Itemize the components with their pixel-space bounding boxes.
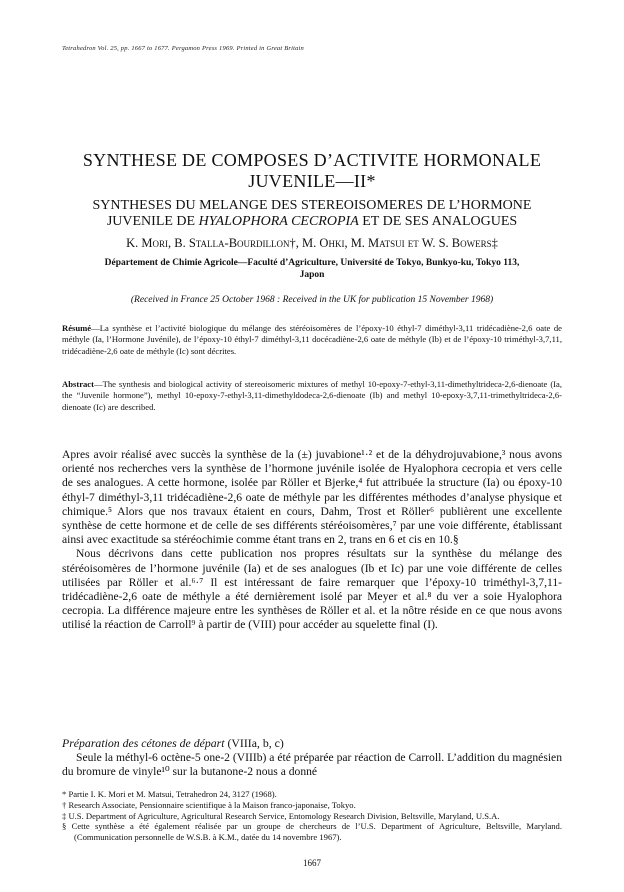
section-heading bbox=[62, 736, 562, 751]
author-and: et bbox=[404, 236, 422, 250]
section-body bbox=[62, 751, 562, 779]
resume-text: —La synthèse et l’activité biologique du mélange des stéréoisomères de l’époxy-10 éthyl-7 diméthyl-3,11 tridécadiène-2,6 oate de méthyle (Ia, l’Hormone Juvénile), de l’époxy-10 éthyl-7 diméthyl-3,11 docécadiène-2,6 oate de méthyle (Ib) et de l’époxy-10 triméthyl-3,7,11, tridécadiène-2,6 oate de méthyle (Ic) sont décrites. bbox=[62, 323, 562, 356]
affiliation-line-2: Japon bbox=[299, 270, 325, 280]
resume-paragraph bbox=[62, 323, 562, 357]
author-1: K. Mori bbox=[126, 236, 168, 250]
section-heading-rest: (VIIIa, b, c) bbox=[224, 736, 284, 750]
author-list bbox=[62, 236, 562, 251]
body-text bbox=[62, 448, 562, 633]
footnotes bbox=[62, 789, 562, 843]
paper-title bbox=[62, 150, 562, 192]
footnote-4: § Cette synthèse a été également réalisée par un groupe de chercheurs de l’U.S. Department of Agriculture, Beltsville, Maryland. (Communication personnelle de W.S.B. à K.M., datée du 14 novembre 1967). bbox=[62, 821, 562, 843]
title-line-1: SYNTHESE DE COMPOSES D’ACTIVITE HORMONALE bbox=[82, 150, 542, 170]
body-paragraph-1: Apres avoir réalisé avec succès la synthèse de la (±) juvabione¹·² et de la déhydrojuvabione,³ nous avons orienté nos recherches vers la synthèse de l’hormone juvénile isolée de Hyalophora cecropia et vers celle de ses analogues. A cette hormone, isolée par Röller et Bjerke,⁴ fut attribuée la structure (Ia) ou époxy-10 éthyl-7 diméthyl-3,11 tridécadiène-2,6 oate de méthyle par les différentes méthodes d’analyse physique et chimique.⁵ Alors que nos travaux étaient en cours, Dahm, Trost et Röller⁶ publièrent une excellente synthèse de cette hormone et de celle de ses différents stéréoisomères,⁷ par une voie différente, établissant ainsi avec exactitude sa stéréochimie comme étant trans en 2, trans en 6 et cis en 10.§ bbox=[62, 448, 562, 547]
abstract-label: Abstract bbox=[62, 379, 94, 389]
author-3: M. Ohki bbox=[302, 236, 345, 250]
affiliation-line-1: Département de Chimie Agricole—Faculté d’Agriculture, Université de Tokyo, Bunkyo-ku, Tokyo 113, bbox=[104, 258, 520, 268]
abstract-paragraph bbox=[62, 379, 562, 413]
author-5: W. S. Bowers‡ bbox=[421, 236, 498, 250]
title-line-2: JUVENILE—II* bbox=[248, 171, 376, 191]
author-4: M. Matsui bbox=[350, 236, 405, 250]
footnote-1: * Partie I. K. Mori et M. Matsui, Tetrahedron 24, 3127 (1968). bbox=[62, 789, 277, 799]
author-sep-1: , bbox=[167, 236, 175, 250]
received-dates: (Received in France 25 October 1968 : Received in the UK for publication 15 November 1968) bbox=[130, 295, 494, 305]
resume-label: Résumé bbox=[62, 323, 92, 333]
running-header: Tetrahedron Vol. 25, pp. 1667 to 1677. Pergamon Press 1969. Printed in Great Britain bbox=[62, 45, 305, 52]
footnote-2: † Research Associate, Pensionnaire scientifique à la Maison franco-japonaise, Tokyo. bbox=[62, 799, 356, 810]
subtitle-line-2 bbox=[62, 214, 562, 230]
paper-subtitle bbox=[62, 198, 562, 230]
page-number: 1667 bbox=[303, 858, 321, 868]
subtitle-species: HYALOPHORA CECROPIA bbox=[198, 214, 359, 229]
author-sep-3: , bbox=[344, 236, 351, 250]
subtitle-line-1: SYNTHESES DU MELANGE DES STEREOISOMERES DE L’HORMONE bbox=[92, 198, 532, 213]
subtitle-line-2-pre: JUVENILE DE bbox=[106, 214, 199, 229]
footnote-3: ‡ U.S. Department of Agriculture, Agricultural Research Service, Entomology Research Division, Beltsville, Maryland, U.S.A. bbox=[62, 810, 500, 821]
affiliation bbox=[62, 257, 562, 281]
abstract-text: —The synthesis and biological activity of stereoisomeric mixtures of methyl 10-epoxy-7-ethyl-3,11-dimethyltrideca-2,6-dienoate (Ia, the “Juvenile hormone”), methyl 10-epoxy-7-ethyl-3,11-dimethyldodeca-2,6-dienoate (Ib) and methyl 10-epoxy-3,7,11-trimethyltrideca-2,6-dienoate (Ic) are described. bbox=[62, 379, 562, 412]
author-2: B. Stalla-Bourdillon† bbox=[174, 236, 296, 250]
body-paragraph-2: Nous décrivons dans cette publication nos propres résultats sur la synthèse du mélange des stéréoisomères de l’hormone juvénile (Ia) et de ses analogues (Ib et Ic) par une voie différente de celles utilisées par Röller et al.⁶·⁷ Il est intéressant de faire remarquer que l’époxy-10 triméthyl-3,7,11-tridécadiène-2,6 oate de méthyle a été dernièrement isolé par Meyer et al.⁸ du ver a soie Hyalophora cecropia. La différence majeure entre les synthèses de Röller et al. et la nôtre réside en ce que nous avons utilisé la réaction de Carroll⁹ à partir de (VIII) pour accéder au squelette final (I). bbox=[62, 547, 562, 632]
section-paragraph-1: Seule la méthyl-6 octène-5 one-2 (VIIIb) a été préparée par réaction de Carroll. L’addition du magnésien du bromure de vinyle¹⁰ sur la butanone-2 nous a donné bbox=[62, 751, 562, 779]
author-sep-2: , bbox=[295, 236, 303, 250]
subtitle-line-2-post: ET DE SES ANALOGUES bbox=[358, 214, 518, 229]
section-heading-italic: Préparation des cétones de départ bbox=[62, 736, 225, 750]
